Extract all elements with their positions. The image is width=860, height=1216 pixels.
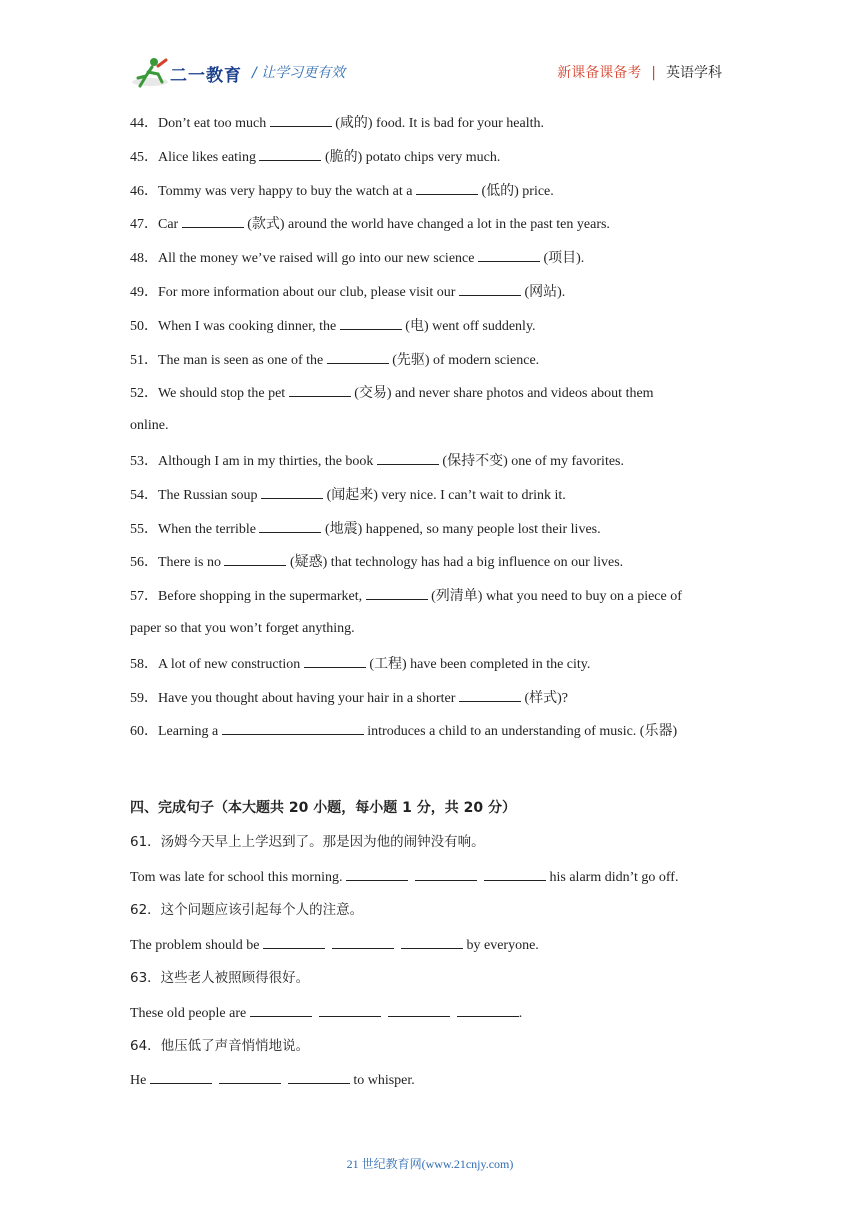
- answer-blank[interactable]: [388, 1002, 450, 1017]
- question-53: 53．Although I am in my thirties, the book (保持不变) one of my favorites.: [130, 450, 624, 472]
- answer-blank[interactable]: [346, 866, 408, 881]
- answer-blank[interactable]: [416, 180, 478, 195]
- question-46: 46．Tommy was very happy to buy the watch at a (低的) price.: [130, 180, 554, 202]
- header-subject: 英语学科: [666, 65, 722, 81]
- page-footer: 21 世纪教育网(www.21cnjy.com): [346, 1157, 514, 1171]
- answer-blank[interactable]: [259, 146, 321, 161]
- answer-blank[interactable]: [332, 934, 394, 949]
- question-59: 59．Have you thought about having your hair in a shorter (样式)?: [130, 687, 568, 709]
- answer-blank[interactable]: [459, 687, 521, 702]
- answer-blank[interactable]: [377, 450, 439, 465]
- answer-blank[interactable]: [478, 247, 540, 262]
- answer-blank[interactable]: [319, 1002, 381, 1017]
- answer-blank[interactable]: [484, 866, 546, 881]
- question-64-english: He to whisper.: [130, 1069, 415, 1091]
- page-header: [0, 0, 860, 100]
- answer-blank[interactable]: [270, 112, 332, 127]
- header-separator: |: [651, 65, 656, 81]
- answer-blank[interactable]: [457, 1002, 519, 1017]
- answer-blank[interactable]: [327, 349, 389, 364]
- question-54: 54．The Russian soup (闻起来) very nice. I can’t wait to drink it.: [130, 484, 566, 506]
- answer-blank[interactable]: [366, 585, 428, 600]
- answer-blank[interactable]: [288, 1069, 350, 1084]
- question-51: 51．The man is seen as one of the (先驱) of modern science.: [130, 349, 539, 371]
- question-64-chinese: 64．他压低了声音悄悄地说。: [130, 1038, 310, 1054]
- question-52-cont: online.: [130, 418, 169, 433]
- question-52: 52．We should stop the pet (交易) and never share photos and videos about them: [130, 382, 654, 404]
- question-45: 45．Alice likes eating (脆的) potato chips very much.: [130, 146, 500, 168]
- logo-text: 二一教育: [170, 66, 242, 86]
- question-47: 47．Car (款式) around the world have changed a lot in the past ten years.: [130, 213, 610, 235]
- question-55: 55．When the terrible (地震) happened, so many people lost their lives.: [130, 518, 601, 540]
- answer-blank[interactable]: [459, 281, 521, 296]
- question-63-english: These old people are .: [130, 1002, 522, 1024]
- answer-blank[interactable]: [401, 934, 463, 949]
- question-61-chinese: 61．汤姆今天早上上学迟到了。那是因为他的闹钟没有响。: [130, 834, 485, 850]
- answer-blank[interactable]: [219, 1069, 281, 1084]
- question-60: 60．Learning a introduces a child to an understanding of music. (乐器): [130, 720, 677, 742]
- answer-blank[interactable]: [150, 1069, 212, 1084]
- answer-blank[interactable]: [222, 720, 364, 735]
- answer-blank[interactable]: [224, 551, 286, 566]
- question-62-chinese: 62．这个问题应该引起每个人的注意。: [130, 902, 364, 918]
- question-62-english: The problem should be by everyone.: [130, 934, 539, 956]
- question-58: 58．A lot of new construction (工程) have been completed in the city.: [130, 653, 590, 675]
- question-49: 49．For more information about our club, please visit our (网站).: [130, 281, 565, 303]
- answer-blank[interactable]: [182, 213, 244, 228]
- header-slogan: / 让学习更有效: [252, 65, 346, 81]
- answer-blank[interactable]: [250, 1002, 312, 1017]
- question-63-chinese: 63．这些老人被照顾得很好。: [130, 970, 310, 986]
- answer-blank[interactable]: [289, 382, 351, 397]
- answer-blank[interactable]: [261, 484, 323, 499]
- header-right: [557, 62, 722, 82]
- question-61-english: Tom was late for school this morning. his alarm didn’t go off.: [130, 866, 678, 888]
- answer-blank[interactable]: [263, 934, 325, 949]
- question-50: 50．When I was cooking dinner, the (电) went off suddenly.: [130, 315, 536, 337]
- answer-blank[interactable]: [259, 518, 321, 533]
- answer-blank[interactable]: [340, 315, 402, 330]
- question-57: 57．Before shopping in the supermarket, (列清单) what you need to buy on a piece of: [130, 585, 682, 607]
- section-4-title: 四、完成句子（本大题共 20 小题，每小题 1 分，共 20 分）: [130, 800, 516, 816]
- question-48: 48．All the money we’ve raised will go into our new science (项目).: [130, 247, 584, 269]
- question-44: 44．Don’t eat too much (咸的) food. It is bad for your health.: [130, 112, 544, 134]
- header-course-label: 新课备课备考: [557, 65, 642, 81]
- question-56: 56．There is no (疑惑) that technology has had a big influence on our lives.: [130, 551, 623, 573]
- answer-blank[interactable]: [415, 866, 477, 881]
- question-57-cont: paper so that you won’t forget anything.: [130, 621, 355, 636]
- answer-blank[interactable]: [304, 653, 366, 668]
